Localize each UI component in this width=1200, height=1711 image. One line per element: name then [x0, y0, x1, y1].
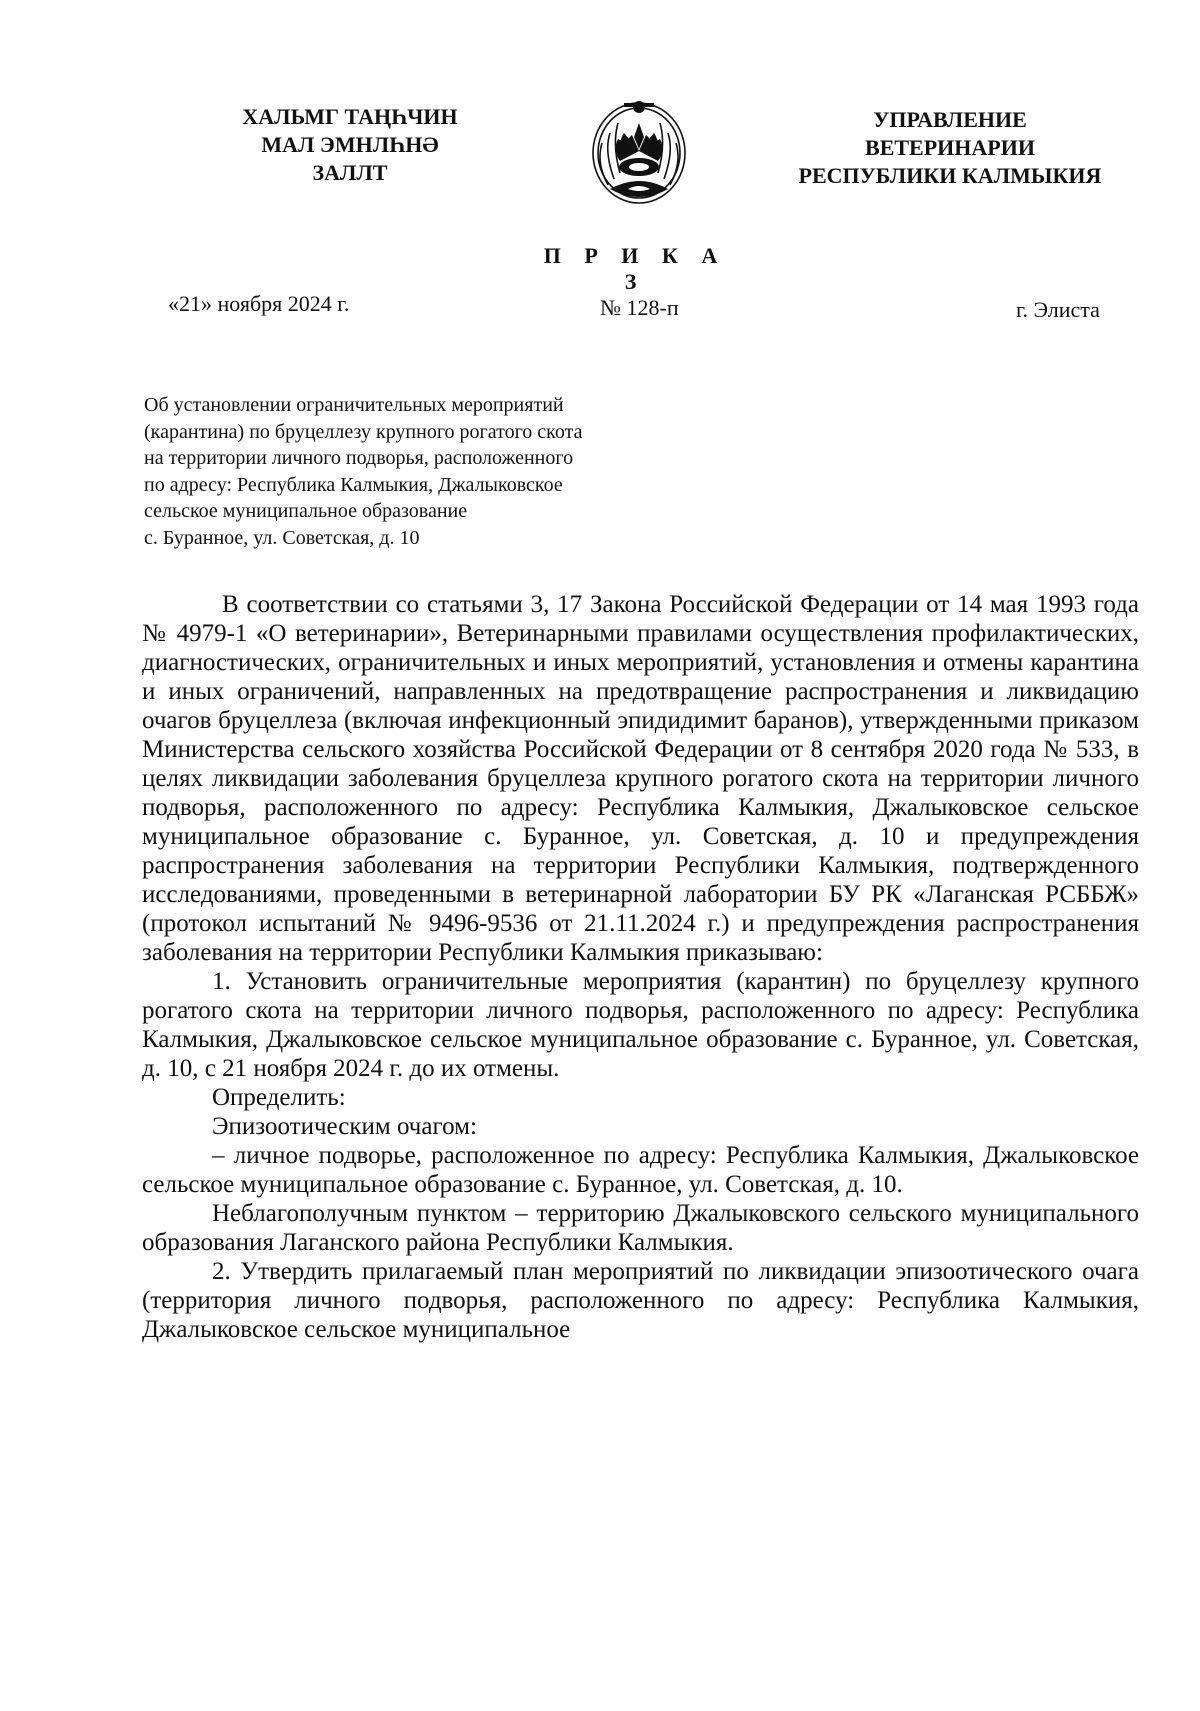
order-item-2: 2. Утвердить прилагаемый план мероприятий по ликвидации эпизоотического очага (территория личного подворья, расположенного по адресу: Республика Калмыкия, Джалыковское сельское муниципальное	[142, 1258, 1139, 1343]
subject-line: сельское муниципальное образование	[144, 500, 468, 522]
header-left-line-1: ХАЛЬМГ ТАҢҺЧИН	[242, 104, 458, 129]
order-item-1: 1. Установить ограничительные мероприятия (карантин) по бруцеллезу крупного рогатого скота на территории личного подворья, расположенного по адресу: Республика Калмыкия, Джалыковское сельское муниципальное образование с. Буранное, ул. Советская, д. 10, с 21 ноября 2024 г. до их отмены.	[142, 968, 1139, 1082]
document-type-title: П Р И К А З	[543, 243, 727, 294]
header-left-line-2: МАЛ ЭМНЛҺНӘ	[261, 132, 439, 157]
focus-item: – личное подворье, расположенное по адресу: Республика Калмыкия, Джалыковское сельское муниципальное образование с. Буранное, ул. Советская, д. 10.	[142, 1142, 1139, 1198]
document-subject	[144, 392, 744, 551]
header-right-line-3: РЕСПУБЛИКИ КАЛМЫКИЯ	[798, 163, 1102, 188]
header-russian-title	[760, 106, 1140, 190]
header-kalmyk-title	[200, 103, 500, 187]
document-city: г. Элиста	[1016, 297, 1100, 322]
subject-line: с. Буранное, ул. Советская, д. 10	[144, 526, 420, 549]
subject-line: (карантина) по бруцеллезу крупного рогатого скота	[144, 420, 583, 443]
subject-line: на территории личного подворья, расположенного	[144, 447, 574, 469]
define-paragraph: Определить:	[212, 1084, 346, 1111]
document-number: № 128-п	[600, 295, 679, 320]
document-date: «21» ноября 2024 г.	[168, 291, 350, 316]
kalmykia-coat-of-arms-icon	[588, 93, 690, 209]
subject-line: по адресу: Республика Калмыкия, Джалыковское	[144, 473, 563, 496]
header-left-line-3: ЗАЛЛТ	[312, 160, 388, 185]
intro-paragraph: В соответствии со статьями 3, 17 Закона Российской Федерации от 14 мая 1993 года № 4979-1 «О ветеринарии», Ветеринарными правилами осуществления профилактических, диагностических, ограничительных и иных мероприятий, установления и отмены карантина и иных ограничений, направленных на предотвращение распространения и ликвидацию очагов бруцеллеза (включая инфекционный эпидидимит баранов), утвержденными приказом Министерства сельского хозяйства Российской Федерации от 8 сентября 2020 года № 533, в целях ликвидации заболевания бруцеллеза крупного рогатого скота на территории личного подворья, расположенного по адресу: Республика Калмыкия, Джалыковское сельское муниципальное образование с. Буранное, ул. Советская, д. 10 и предупреждения распространения заболевания на территории Республики Калмыкия, подтвержденного исследованиями, проведенными в ветеринарной лаборатории БУ РК «Лаганская РСББЖ» (протокол испытаний № 9496-9536 от 21.11.2024 г.) и предупреждения распространения заболевания на территории Республики Калмыкия приказываю:	[142, 591, 1139, 966]
header-right-line-2: ВЕТЕРИНАРИИ	[865, 135, 1035, 160]
subject-line: Об установлении ограничительных мероприятий	[144, 394, 564, 416]
document-body	[142, 590, 1139, 1344]
header-right-line-1: УПРАВЛЕНИЕ	[873, 107, 1027, 132]
focus-label: Эпизоотическим очагом:	[212, 1113, 477, 1140]
unfavorable-paragraph: Неблагополучным пунктом – территорию Джалыковского сельского муниципального образования Лаганского района Республики Калмыкия.	[142, 1200, 1139, 1256]
